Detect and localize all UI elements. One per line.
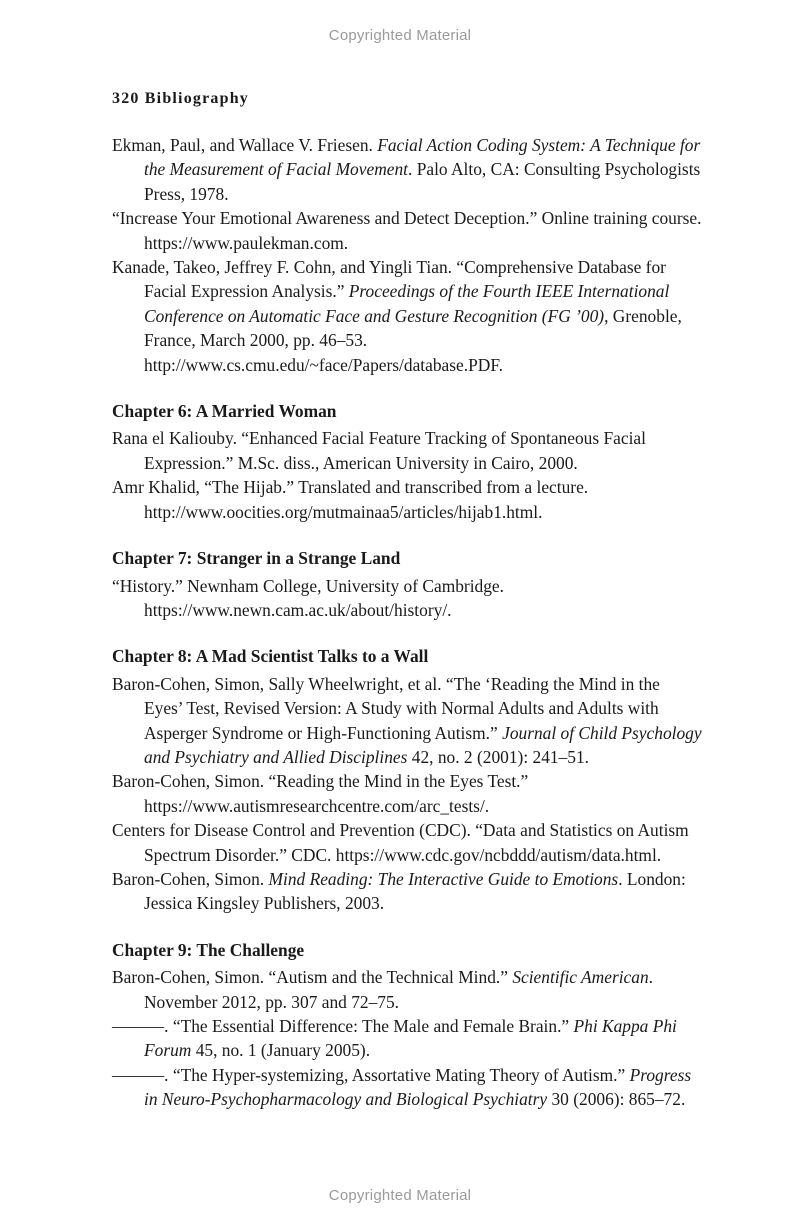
copyright-watermark-bottom: Copyrighted Material (328, 1187, 472, 1204)
bib-entry: Centers for Disease Control and Prevention (CDC). “Data and Statistics on Autism Spectrum Disorder.” CDC. https://www.cdc.gov/ncbddd/autism/data.html. (112, 820, 689, 865)
bib-entry: Baron-Cohen, Simon. Mind Reading: The Interactive Guide to Emotions. London: Jessica Kingsley Publishers, 2003. (112, 868, 686, 914)
bib-entry: “History.” Newnham College, University of Cambridge. https://www.newn.cam.ac.uk/about/history/. (112, 575, 505, 620)
chapter-9-heading: Chapter 9: The Challenge (112, 939, 305, 960)
copyright-watermark-top: Copyrighted Material (328, 27, 472, 44)
chapter-8-heading: Chapter 8: A Mad Scientist Talks to a Wall (112, 646, 429, 667)
bib-entry: ———. “The Hyper-systemizing, Assortative Mating Theory of Autism.” Progress in Neuro-Psychopharmacology and Biological Psychiatry 30 (2006): 865–72. (112, 1064, 692, 1110)
chapter-6-heading: Chapter 6: A Married Woman (112, 401, 337, 422)
bib-entry: Rana el Kaliouby. “Enhanced Facial Feature Tracking of Spontaneous Facial Expression.” M.Sc. diss., American University in Cairo, 2000. (112, 428, 646, 473)
bib-entry: Baron-Cohen, Simon. “Autism and the Technical Mind.” Scientific American. November 2012, pp. 307 and 72–75. (112, 967, 654, 1012)
bib-entry: Baron-Cohen, Simon, Sally Wheelwright, et al. “The ‘Reading the Mind in the Eyes’ Test, Revised Version: A Study with Normal Adults and Adults with Asperger Syndrome or High-Functioning Autism.” Journal of Child Psychology and Psychiatry and Allied Disciplines 42, no. 2 (2001): 241–51. (112, 673, 702, 767)
bib-entry: Baron-Cohen, Simon. “Reading the Mind in the Eyes Test.” https://www.autismresearchcentre.com/arc_tests/. (112, 771, 529, 816)
chapter-7-heading: Chapter 7: Stranger in a Strange Land (112, 548, 401, 569)
bib-entry: Amr Khalid, “The Hijab.” Translated and transcribed from a lecture. http://www.oocities.org/mutmainaa5/articles/hijab1.html. (112, 477, 589, 522)
running-head: 320 Bibliography (112, 90, 250, 107)
bib-entry: “Increase Your Emotional Awareness and Detect Deception.” Online training course. https://www.paulekman.com. (112, 208, 702, 253)
bib-entry: ———. “The Essential Difference: The Male and Female Brain.” Phi Kappa Phi Forum 45, no. 1 (January 2005). (112, 1016, 677, 1061)
bibliography-body (112, 133, 702, 1112)
bib-entry: Ekman, Paul, and Wallace V. Friesen. Facial Action Coding System: A Technique for the Measurement of Facial Movement. Palo Alto, CA: Consulting Psychologists Press, 1978. (112, 135, 701, 204)
intro-entries (112, 133, 702, 377)
bib-entry: Kanade, Takeo, Jeffrey F. Cohn, and Yingli Tian. “Comprehensive Database for Facial Expression Analysis.” Proceedings of the Fourth IEEE International Conference on Automatic Face and Gesture Recognition (FG ’00), Grenoble, France, March 2000, pp. 46–53. http://www.cs.cmu.edu/~face/Papers/database.PDF. (112, 257, 682, 375)
